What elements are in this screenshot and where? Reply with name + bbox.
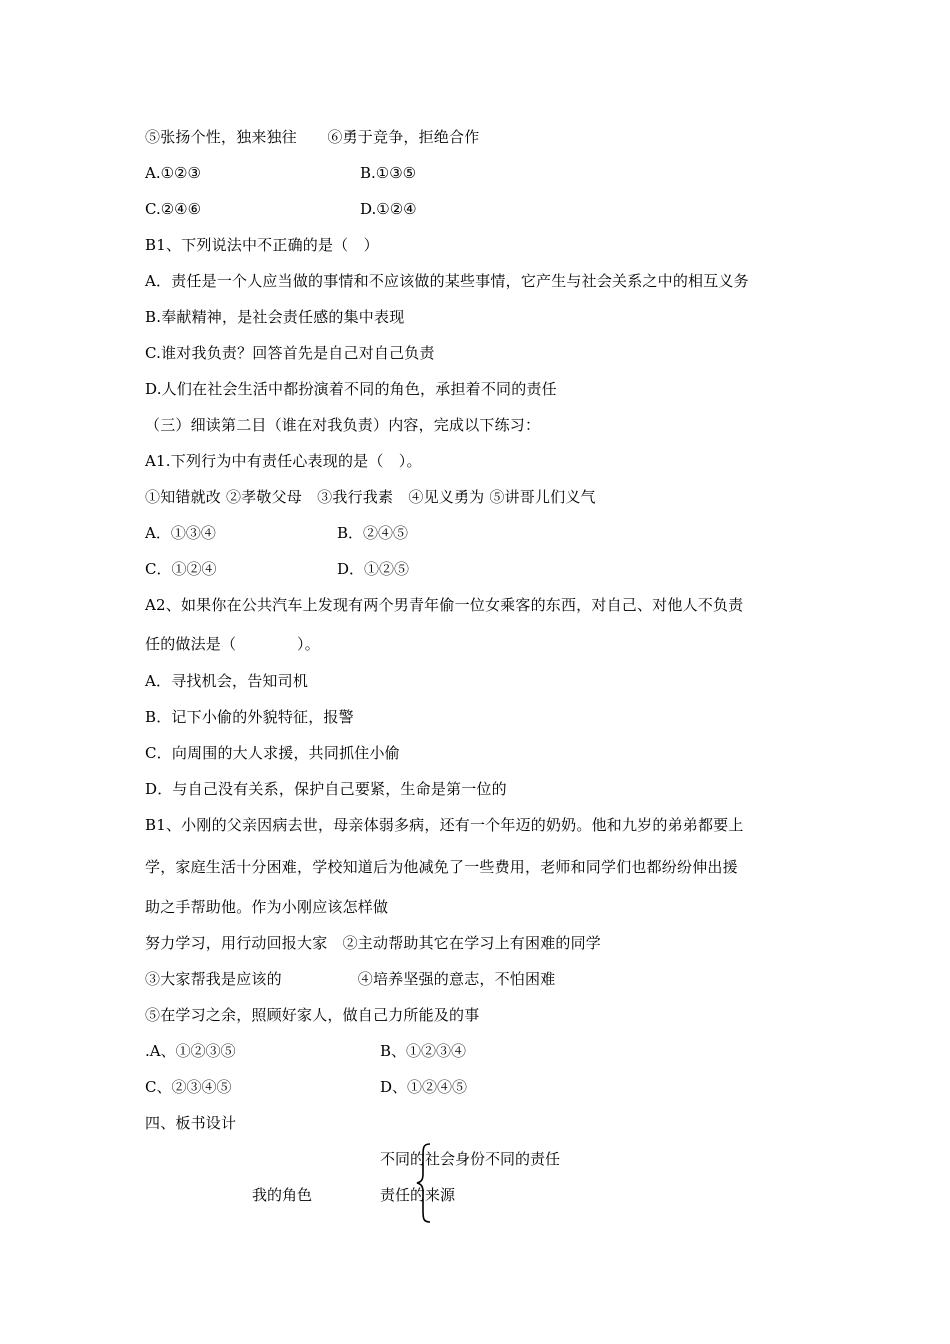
brace-icon (414, 1142, 434, 1224)
text-line: D．与自己没有关系，保护自己要紧，生命是第一位的 (145, 780, 507, 798)
question-text: B1、小刚的父亲因病去世，母亲体弱多病，还有一个年迈的奶奶。他和九岁的弟弟都要上 (145, 816, 744, 834)
text-line: B.奉献精神，是社会责任感的集中表现 (145, 308, 405, 326)
board-item-2: 责任的来源 (380, 1186, 456, 1204)
text-line: 努力学习，用行动回报大家 ②主动帮助其它在学习上有困难的同学 (145, 934, 602, 952)
option-c: C．①②④ (145, 560, 217, 578)
option-c: C、②③④⑤ (145, 1078, 232, 1096)
text-line: ⑤张扬个性，独来独往 ⑥勇于竞争，拒绝合作 (145, 128, 480, 146)
text-line: C．向周围的大人求援，共同抓住小偷 (145, 744, 400, 762)
board-left-label: 我的角色 (252, 1186, 313, 1204)
option-d: D．①②⑤ (337, 560, 410, 578)
option-d: D.①②④ (360, 200, 417, 218)
option-b: B、①②③④ (380, 1042, 467, 1060)
option-b: B．②④⑤ (337, 524, 409, 542)
text-line: 任的做法是（ ）。 (145, 635, 320, 653)
section-heading: （三）细读第二目（谁在对我负责）内容，完成以下练习： (145, 416, 541, 434)
option-d: D、①②④⑤ (380, 1078, 468, 1096)
text-line: 学，家庭生活十分困难，学校知道后为他减免了一些费用，老师和同学们也都纷纷伸出援 (145, 858, 738, 876)
question-text: B1、下列说法中不正确的是（ ） (145, 236, 379, 254)
option-a: A.①②③ (145, 164, 201, 182)
question-text: A2、如果你在公共汽车上发现有两个男青年偷一位女乘客的东西，对自己、对他人不负责 (145, 596, 744, 614)
option-a: .A、①②③⑤ (145, 1042, 236, 1060)
text-line: B．记下小偷的外貌特征，报警 (145, 708, 354, 726)
text-line: 助之手帮助他。作为小刚应该怎样做 (145, 898, 389, 916)
text-line: D.人们在社会生活中都扮演着不同的角色，承担着不同的责任 (145, 380, 557, 398)
text-line: ①知错就改 ②孝敬父母 ③我行我素 ④见义勇为 ⑤讲哥儿们义气 (145, 488, 596, 506)
question-text: A1.下列行为中有责任心表现的是（ ）。 (145, 452, 422, 470)
text-line: A．寻找机会，告知司机 (145, 672, 309, 690)
option-a: A．①③④ (145, 524, 216, 542)
option-b: B.①③⑤ (360, 164, 417, 182)
board-item-1: 不同的社会身份不同的责任 (380, 1150, 561, 1168)
text-line: A．责任是一个人应当做的事情和不应该做的某些事情，它产生与社会关系之中的相互义务 (145, 272, 749, 290)
text-line: C.谁对我负责？回答首先是自己对自己负责 (145, 344, 435, 362)
option-c: C.②④⑥ (145, 200, 202, 218)
section-heading: 四、板书设计 (145, 1114, 237, 1132)
text-line: ③大家帮我是应该的 ④培养坚强的意志，不怕困难 (145, 970, 556, 988)
text-line: ⑤在学习之余，照顾好家人，做自己力所能及的事 (145, 1006, 480, 1024)
